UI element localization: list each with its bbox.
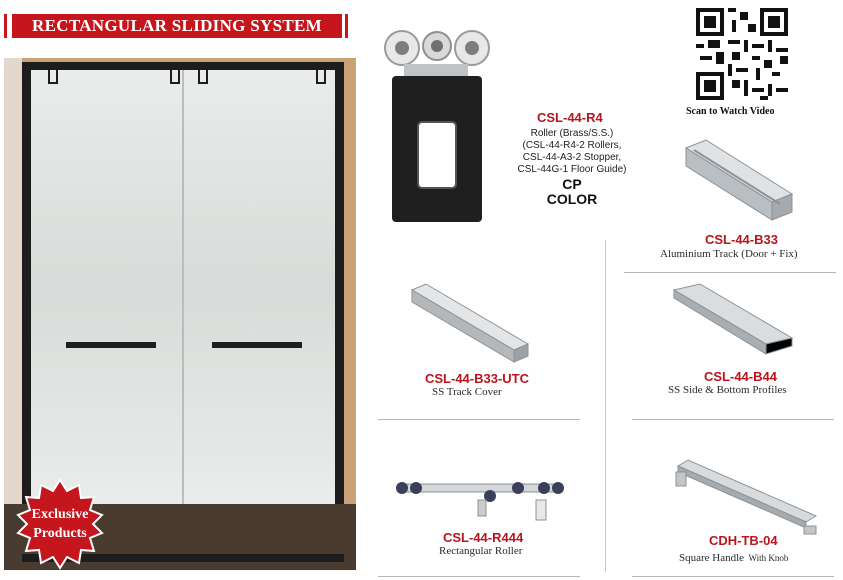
- product-code-r444: CSL-44-R444: [443, 530, 524, 545]
- divider-right-top: [624, 272, 836, 273]
- product-code-b33-utc: CSL-44-B33-UTC: [425, 371, 530, 386]
- photo-roller-hook: [170, 70, 180, 84]
- roller-r4-image: [376, 24, 496, 224]
- product-finish-line2: COLOR: [546, 191, 598, 207]
- photo-roller-hook: [48, 70, 58, 84]
- product-desc-b33: Aluminium Track (Door + Fix): [660, 248, 798, 260]
- product-desc-tb04-main: Square Handle: [679, 552, 745, 564]
- square-handle-image: [672, 456, 822, 536]
- divider-right-bottom: [632, 576, 834, 577]
- product-desc-r4-line1: Roller (Brass/S.S.): [530, 128, 614, 139]
- divider-right-middle: [632, 419, 834, 420]
- product-code-b33: CSL-44-B33: [705, 232, 778, 247]
- photo-roller-hook: [316, 70, 326, 84]
- rectangular-roller-image: [392, 474, 572, 524]
- title-banner: [12, 14, 342, 38]
- banner-edge-right: [345, 14, 348, 38]
- divider-vertical: [605, 240, 606, 572]
- page-title: RECTANGULAR SLIDING SYSTEM: [32, 16, 322, 35]
- product-code-b44: CSL-44-B44: [704, 369, 777, 384]
- photo-glass-divider: [182, 70, 184, 554]
- photo-handle-left: [66, 342, 156, 348]
- photo-handle-right: [212, 342, 302, 348]
- qr-code[interactable]: [696, 8, 788, 100]
- exclusive-products-badge: [14, 478, 106, 570]
- product-desc-tb04-small: With Knob: [748, 553, 789, 563]
- product-desc-r4-line4: CSL-44G-1 Floor Guide): [517, 164, 627, 175]
- photo-roller-hook: [198, 70, 208, 84]
- qr-caption: Scan to Watch Video: [686, 106, 775, 117]
- product-desc-r4-line2: (CSL-44-R4-2 Rollers,: [522, 140, 622, 151]
- product-desc-b33-utc: SS Track Cover: [432, 386, 502, 398]
- product-finish-line1: CP: [562, 176, 582, 192]
- product-desc-r444: Rectangular Roller: [439, 545, 523, 557]
- product-desc-b44: SS Side & Bottom Profiles: [668, 384, 787, 396]
- product-desc-r4-line3: CSL-44-A3-2 Stopper,: [522, 152, 622, 163]
- aluminium-track-image: [680, 136, 800, 226]
- badge-line-1: Exclusive: [31, 507, 89, 522]
- product-desc-tb04: [679, 548, 788, 566]
- badge-line-2: Products: [33, 526, 87, 541]
- product-code-tb04: CDH-TB-04: [709, 533, 778, 548]
- divider-left-middle: [378, 419, 580, 420]
- photo-frame-top: [22, 62, 344, 70]
- banner-edge-left: [4, 14, 7, 38]
- track-cover-image: [406, 280, 532, 368]
- divider-left-bottom: [378, 576, 580, 577]
- ss-profile-image: [670, 282, 796, 362]
- photo-frame-right: [335, 62, 344, 562]
- product-code-r4: CSL-44-R4: [537, 110, 603, 125]
